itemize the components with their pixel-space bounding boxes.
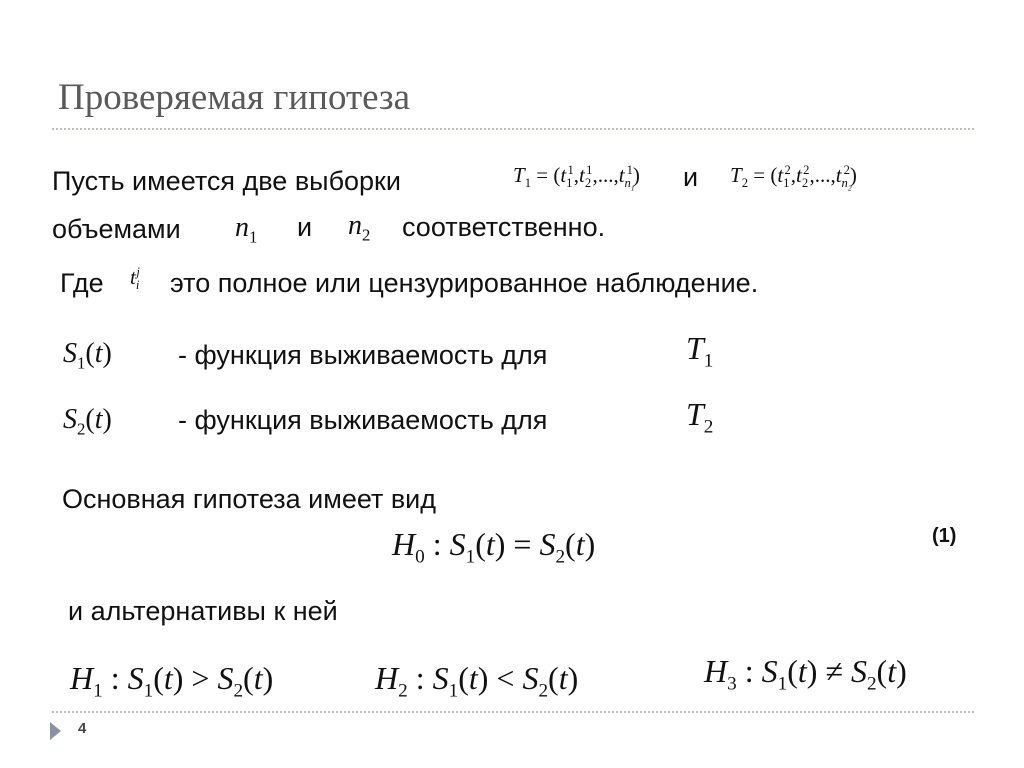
main-hypothesis-text: Основная гипотеза имеет вид xyxy=(62,484,437,514)
conjunction-and: и xyxy=(297,212,313,242)
alternatives-text: и альтернативы к ней xyxy=(68,596,338,626)
formula-H3: $H_3$ : $S_1(t) \ne S_2(t)$ xyxy=(704,653,907,695)
volumes-text: объемами xyxy=(52,214,181,244)
title-divider xyxy=(52,128,974,130)
formula-sample-T1: $T_1 = (t_1^1,t_2^1,...,t_{n_1}^1)$ xyxy=(513,163,640,193)
survival-text-1: - функция выживаемость для xyxy=(178,340,548,370)
observation-text: это полное или цензурированное наблюдение. xyxy=(170,268,759,298)
formula-T2: $T_2$ xyxy=(686,396,714,438)
formula-H0: $H_0$ : $S_1(t) = S_2(t)$ xyxy=(392,526,596,568)
formula-sample-T2: $T_2 = (t_1^2,t_2^2,...,t_{n_2}^2)$ xyxy=(730,163,857,193)
formula-T1: $T_1$ xyxy=(686,330,714,372)
conjunction-and: и xyxy=(683,162,699,192)
page-number: 4 xyxy=(78,720,87,737)
slide-title: Проверяемая гипотеза xyxy=(58,77,411,118)
survival-text-2: - функция выживаемость для xyxy=(178,405,548,435)
formula-S1: $S_1(t)$ xyxy=(63,338,112,373)
formula-H2: $H_2$ : $S_1(t) < S_2(t)$ xyxy=(375,660,579,702)
respectively-text: соответственно. xyxy=(402,212,606,242)
intro-text: Пусть имеется две выборки xyxy=(52,166,401,196)
equation-number: (1) xyxy=(932,525,957,547)
formula-n1: $n_1$ xyxy=(235,212,258,247)
formula-n2: $n_2$ xyxy=(348,210,371,245)
where-text: Где xyxy=(60,268,104,298)
formula-H1: $H_1$ : $S_1(t) > S_2(t)$ xyxy=(70,660,274,702)
formula-t-ij: $t_i^j$ xyxy=(130,265,140,293)
formula-S2: $S_2(t)$ xyxy=(63,404,112,439)
play-arrow-icon xyxy=(50,722,61,740)
footer-divider xyxy=(52,711,974,713)
